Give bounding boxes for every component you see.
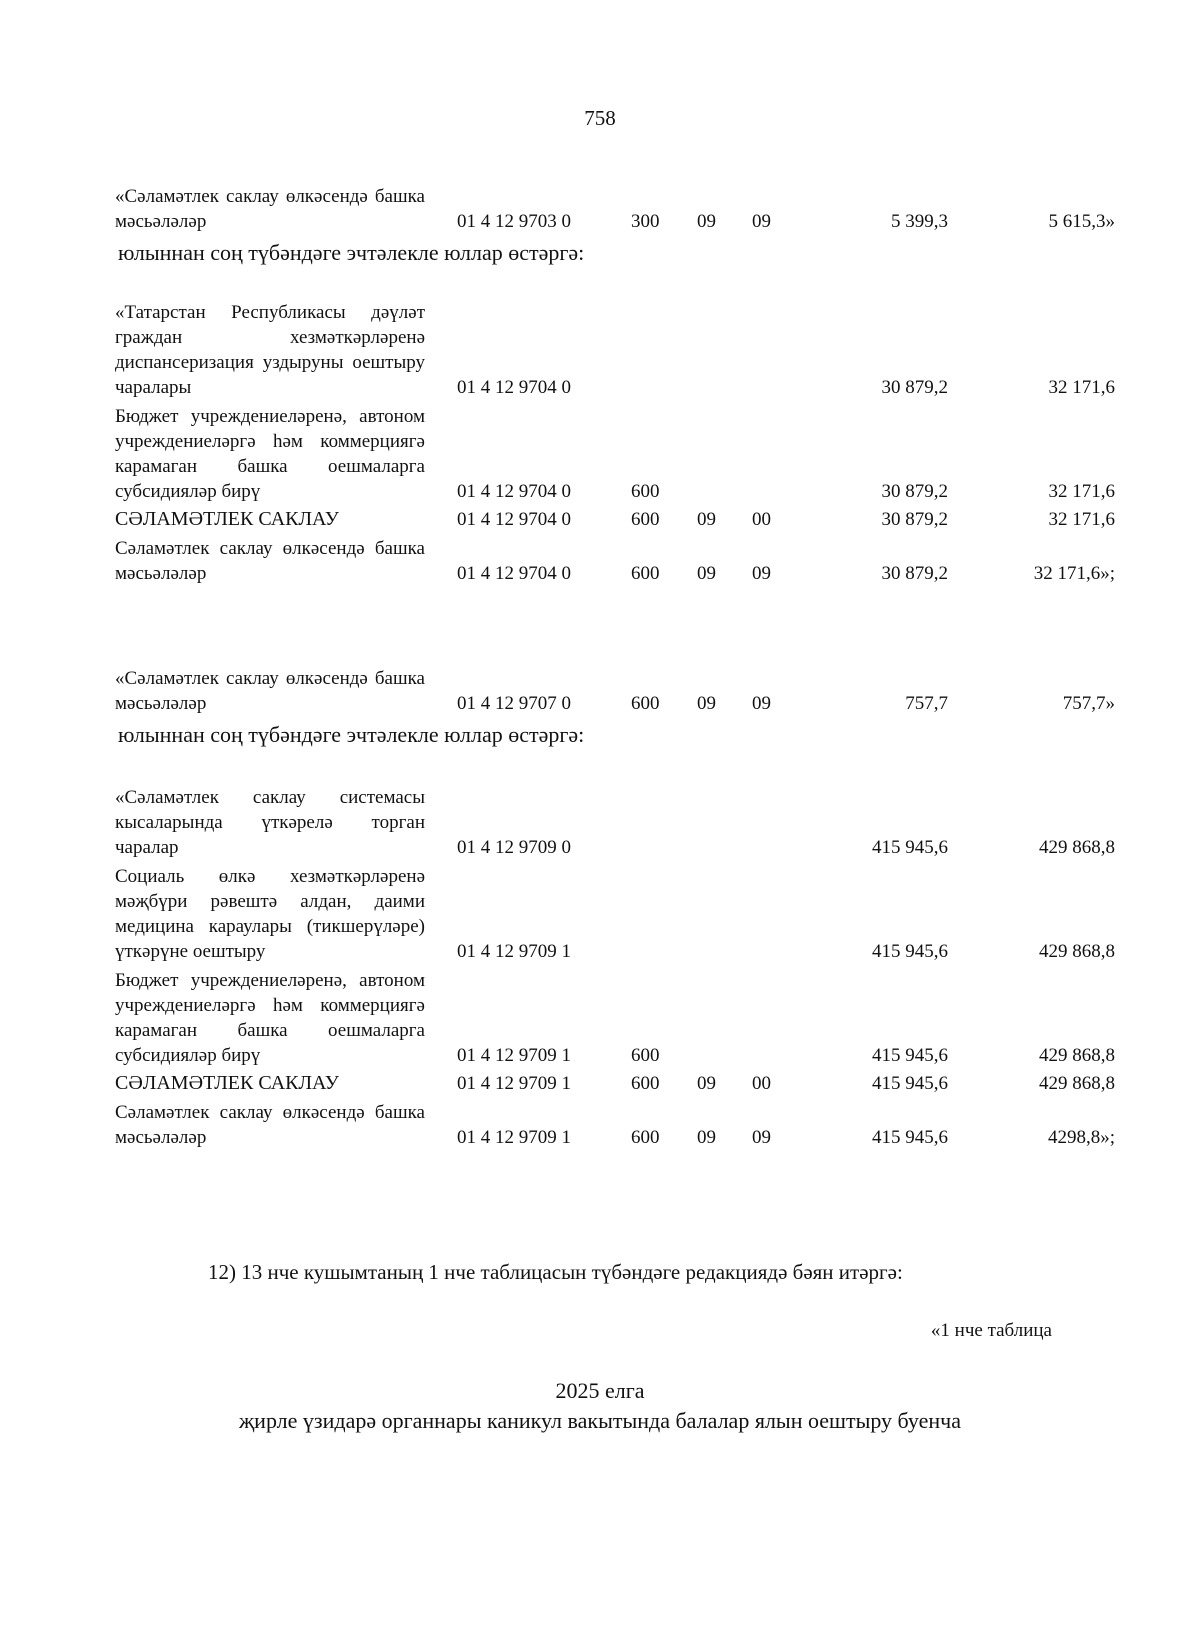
- row-rz: 09: [697, 211, 716, 232]
- paragraph-12-text: 12) 13 нче кушымтаның 1 нче таблицасын түбәндәге редакциядә бәян итәргә:: [208, 1260, 903, 1284]
- table-block-4: [115, 785, 1115, 1150]
- table-row: [115, 404, 1115, 504]
- row-value-2025: 5 399,3: [891, 211, 948, 232]
- heading-line-2: җирле үзидарә органнары каникул вакытында балалар ялын оештыру буенча: [238, 1408, 961, 1433]
- insert-instruction-2: юлыннан соң түбәндәге эчтәлекле юллар өстәргә:: [118, 722, 585, 747]
- row-rz: 09: [697, 1073, 716, 1094]
- row-code: 01 4 12 9707 0: [457, 693, 571, 714]
- row-value-2026: 32 171,6: [1048, 481, 1115, 502]
- row-pr: 00: [752, 509, 771, 530]
- row-pr: 00: [752, 1073, 771, 1094]
- row-code: 01 4 12 9709 0: [457, 837, 571, 858]
- row-value-2025: 415 945,6: [872, 941, 948, 962]
- row-name: «Сәламәтлек саклау өлкәсендә башка мәсьәләләр: [115, 186, 425, 232]
- row-value-2025: 30 879,2: [881, 563, 948, 584]
- table-row: [115, 507, 1115, 532]
- page-number: 758: [584, 106, 616, 130]
- row-name: Бюджет учреждениеләренә, автоном учреждениеләргә һәм коммерциягә карамаган башка оешмаларга субсидияләр бирү: [115, 970, 425, 1066]
- row-value-2025: 415 945,6: [872, 1073, 948, 1094]
- table-block-1: [115, 184, 1115, 234]
- row-name: СӘЛАМӘТЛЕК САКЛАУ: [115, 1072, 339, 1094]
- row-code: 01 4 12 9709 1: [457, 1073, 571, 1094]
- row-value-2025: 30 879,2: [881, 481, 948, 502]
- row-code: 01 4 12 9709 1: [457, 1045, 571, 1066]
- row-value-2026: 757,7»: [1062, 693, 1115, 714]
- row-name: «Сәламәтлек саклау өлкәсендә башка мәсьәләләр: [115, 668, 425, 714]
- row-value-2026: 429 868,8: [1039, 837, 1115, 858]
- row-name: «Сәламәтлек саклау системасы кысаларында үткәрелә торган чаралар: [115, 787, 425, 858]
- row-vr: 600: [631, 481, 660, 502]
- table-row: [115, 1100, 1115, 1150]
- row-code: 01 4 12 9709 1: [457, 1127, 571, 1148]
- row-value-2026: 429 868,8: [1039, 1073, 1115, 1094]
- row-code: 01 4 12 9704 0: [457, 481, 571, 502]
- row-name: Бюджет учреждениеләренә, автоном учреждениеләргә һәм коммерциягә карамаган башка оешмаларга субсидияләр бирү: [115, 406, 425, 502]
- row-value-2026: 5 615,3»: [1048, 211, 1115, 232]
- table-row: [115, 864, 1115, 964]
- row-vr: 300: [631, 211, 660, 232]
- row-vr: 600: [631, 509, 660, 530]
- row-value-2026: 429 868,8: [1039, 1045, 1115, 1066]
- row-vr: 600: [631, 1127, 660, 1148]
- insert-instruction-1: юлыннан соң түбәндәге эчтәлекле юллар өстәргә:: [118, 240, 585, 265]
- row-code: 01 4 12 9704 0: [457, 377, 571, 398]
- heading-line-1: 2025 елга: [555, 1378, 645, 1403]
- row-rz: 09: [697, 509, 716, 530]
- row-value-2025: 415 945,6: [872, 1127, 948, 1148]
- row-pr: 09: [752, 1127, 771, 1148]
- row-value-2025: 757,7: [905, 693, 948, 714]
- row-value-2025: 30 879,2: [881, 509, 948, 530]
- table-row: [115, 666, 1115, 716]
- table-label: «1 нче таблица: [930, 1320, 1052, 1341]
- row-rz: 09: [697, 563, 716, 584]
- table-block-2: [115, 300, 1115, 586]
- row-vr: 600: [631, 1045, 660, 1066]
- row-value-2026: 32 171,6»;: [1033, 563, 1115, 584]
- row-value-2025: 415 945,6: [872, 837, 948, 858]
- row-pr: 09: [752, 211, 771, 232]
- row-pr: 09: [752, 563, 771, 584]
- row-value-2026: 4298,8»;: [1047, 1127, 1115, 1148]
- row-name: Социаль өлкә хезмәткәрләренә мәҗбүри рәвештә алдан, даими медицина караулары (тикшерүләре) үткәрүне оештыру: [115, 866, 425, 962]
- row-vr: 600: [631, 563, 660, 584]
- row-value-2025: 30 879,2: [881, 377, 948, 398]
- row-value-2026: 32 171,6: [1048, 509, 1115, 530]
- table-block-3: [115, 666, 1115, 716]
- table-row: [115, 536, 1115, 586]
- row-vr: 600: [631, 693, 660, 714]
- row-value-2025: 415 945,6: [872, 1045, 948, 1066]
- row-code: 01 4 12 9704 0: [457, 563, 571, 584]
- row-code: 01 4 12 9709 1: [457, 941, 571, 962]
- row-name: СӘЛАМӘТЛЕК САКЛАУ: [115, 508, 339, 530]
- row-pr: 09: [752, 693, 771, 714]
- row-code: 01 4 12 9703 0: [457, 211, 571, 232]
- row-name: Сәламәтлек саклау өлкәсендә башка мәсьәләләр: [115, 538, 425, 584]
- row-vr: 600: [631, 1073, 660, 1094]
- row-value-2026: 429 868,8: [1039, 941, 1115, 962]
- row-name: Сәламәтлек саклау өлкәсендә башка мәсьәләләр: [115, 1102, 425, 1148]
- paragraph-12: [118, 1255, 1058, 1289]
- table-row: [115, 184, 1115, 234]
- row-code: 01 4 12 9704 0: [457, 509, 571, 530]
- table-row: [115, 785, 1115, 860]
- table-row: [115, 968, 1115, 1068]
- row-rz: 09: [697, 693, 716, 714]
- row-rz: 09: [697, 1127, 716, 1148]
- table-row: [115, 300, 1115, 400]
- row-name: «Татарстан Республикасы дәүләт граждан хезмәткәрләренә диспансеризация уздыруны оештыру чаралары: [115, 302, 425, 398]
- row-value-2026: 32 171,6: [1048, 377, 1115, 398]
- table-row: [115, 1071, 1115, 1096]
